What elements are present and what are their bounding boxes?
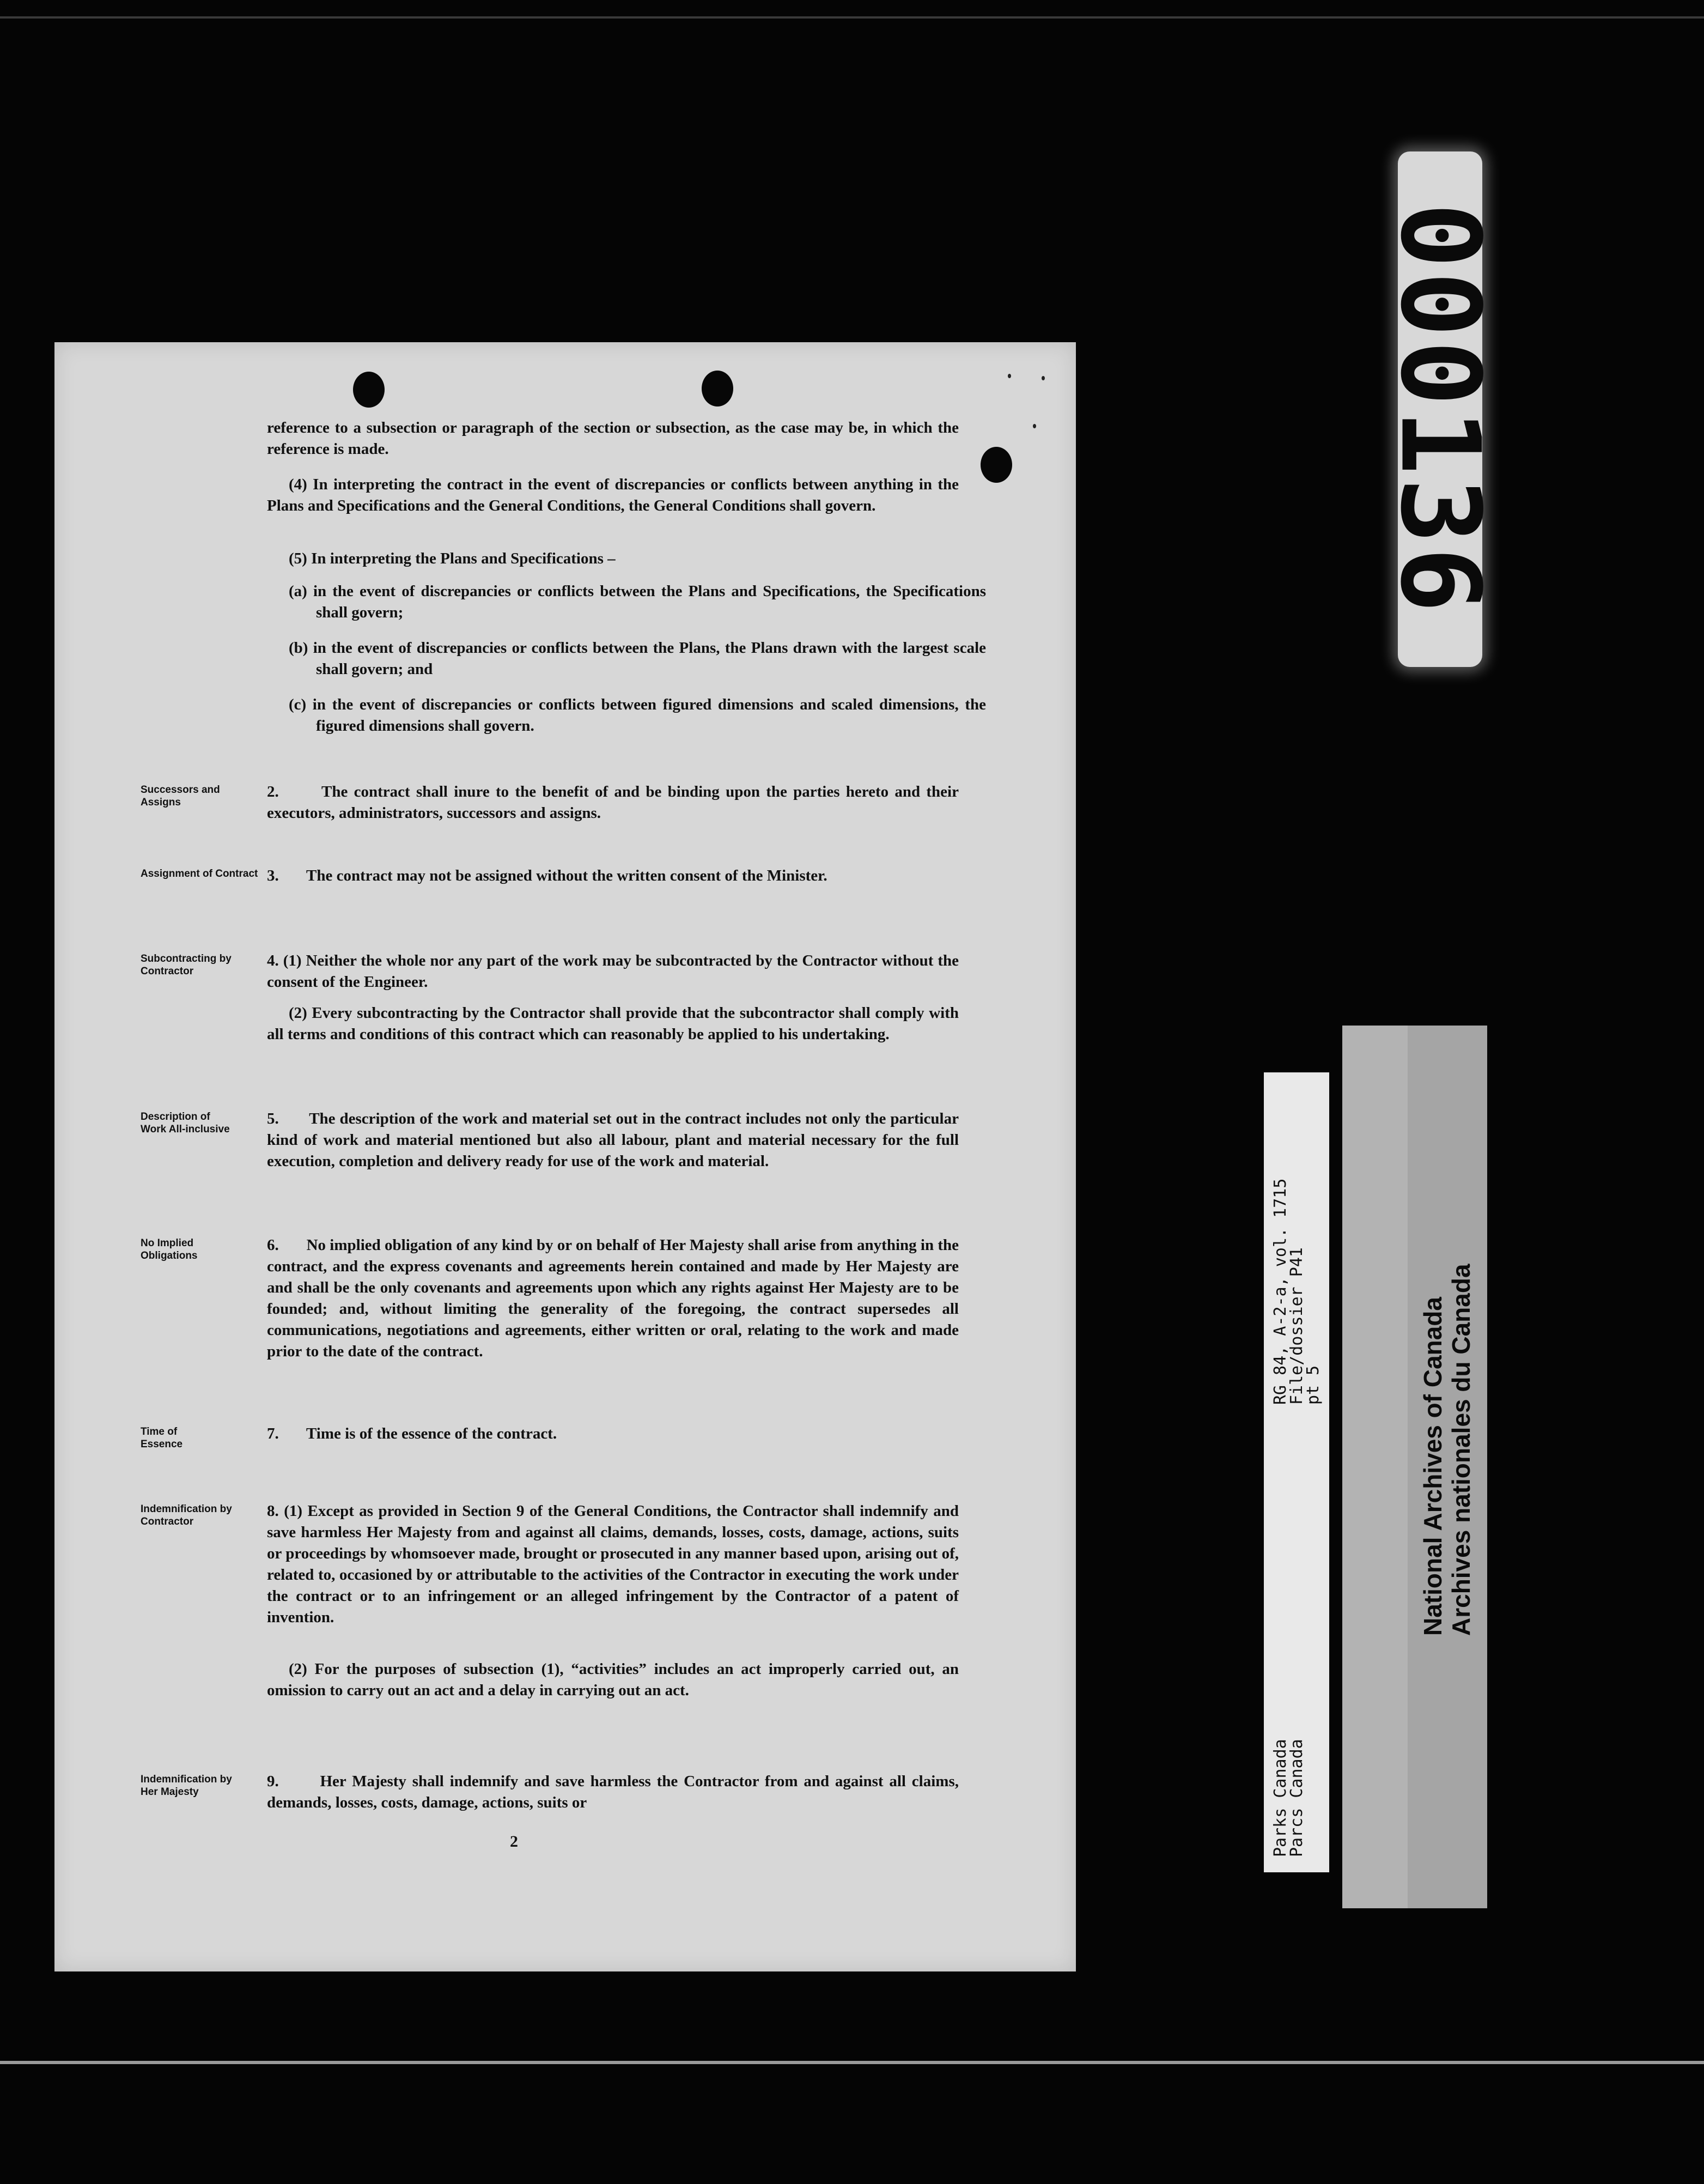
reference-card	[1264, 1072, 1329, 1872]
margin-note-no-implied: No Implied Obligations	[141, 1237, 198, 1261]
paragraph-continuation: reference to a subsection or paragraph of the section or subsection, as the case may be, in which the reference is made.	[267, 419, 959, 458]
archives-strip-highlight	[1342, 1026, 1408, 1908]
archives-label-text: National Archives of Canada Archives nationales du Canada	[1419, 1264, 1475, 1636]
section-9: 9. Her Majesty shall indemnify and save harmless the Contractor from and against all claims, demands, losses, costs, damage, actions, suits or	[267, 1773, 963, 1811]
margin-note-indemnification-majesty: Indemnification by Her Majesty	[141, 1774, 232, 1798]
punch-hole	[702, 371, 733, 407]
margin-note-assignment: Assignment of Contract	[141, 868, 258, 879]
speck	[1033, 424, 1036, 428]
margin-note-indemnification-contractor: Indemnification by Contractor	[141, 1503, 232, 1527]
film-edge-top	[0, 16, 1704, 19]
speck	[1008, 374, 1011, 378]
reference-agency-text: Parks Canada Parcs Canada	[1271, 1739, 1306, 1857]
punch-hole	[981, 447, 1012, 483]
section-5: 5. The description of the work and material set out in the contract includes not only the particular kind of work and material mentioned but also all labour, plant and material necessary for the full execution, completion and delivery ready for use of the work and material.	[267, 1110, 963, 1170]
margin-note-successors: Successors and Assigns	[141, 784, 220, 808]
paragraph-1-5: (5) In interpreting the Plans and Specifications –	[289, 550, 616, 567]
section-3: 3. The contract may not be assigned without the written consent of the Minister.	[267, 867, 827, 884]
margin-note-description: Description of Work All-inclusive	[141, 1111, 230, 1135]
clause-b: (b) in the event of discrepancies or conflicts between the Plans, the Plans drawn with the largest scale shall govern; and	[289, 639, 986, 678]
document-page	[54, 342, 1076, 1971]
section-8-1: 8. (1) Except as provided in Section 9 of the General Conditions, the Contractor shall indemnify and save harmless Her Majesty from and against all claims, demands, losses, costs, damage, actions, suits or proceedings by whomsoever made, brought or prosecuted in any manner based upon, arising out of, related to, occasioned by or attributable to the activities of the Contractor in executing the work under the contract or to an infringement or an alleged infringement by the Contractor of a patent of invention.	[267, 1502, 959, 1626]
section-6: 6. No implied obligation of any kind by or on behalf of Her Majesty shall arise from anything in the contract, and the express covenants and agreements herein contained and made by Her Majesty are and shall be the only covenants and agreements upon which any rights against Her Majesty are to be founded; and, without limiting the generality of the foregoing, the contract supersedes all communications, negotiations and agreements, either written or oral, relating to the work and made prior to the date of the contract.	[267, 1236, 963, 1360]
archives-label-strip	[1342, 1026, 1487, 1908]
section-4-2: (2) Every subcontracting by the Contractor shall provide that the subcontractor shall comply with all terms and conditions of this contract which can reasonably be applied to his undertaking.	[267, 1004, 959, 1043]
margin-note-time: Time of Essence	[141, 1426, 183, 1450]
punch-hole	[353, 372, 385, 408]
section-4-1: 4. (1) Neither the whole nor any part of the work may be subcontracted by the Contractor without the consent of the Engineer.	[267, 952, 959, 991]
section-2: 2. The contract shall inure to the benefit of and be binding upon the parties hereto and their executors, administrators, successors and assigns.	[267, 783, 963, 822]
paragraph-1-4: (4) In interpreting the contract in the event of discrepancies or conflicts between anything in the Plans and Specifications and the General Conditions, the General Conditions shall govern.	[267, 476, 959, 514]
reference-rg-text: RG 84, A-2-a, vol. 1715 File/dossier P41 pt 5	[1271, 1178, 1323, 1405]
clause-c: (c) in the event of discrepancies or conflicts between figured dimensions and scaled dimensions, the figured dimensions shall govern.	[289, 696, 986, 735]
clause-a: (a) in the event of discrepancies or conflicts between the Plans and Specifications, the Specifications shall govern;	[289, 583, 986, 621]
section-8-2: (2) For the purposes of subsection (1), “activities” includes an act improperly carried out, an omission to carry out an act and a delay in carrying out an act.	[267, 1660, 959, 1699]
speck	[1042, 376, 1045, 380]
film-edge-bottom	[0, 2061, 1704, 2064]
margin-note-subcontracting: Subcontracting by Contractor	[141, 953, 232, 977]
frame-number: 000136	[1376, 202, 1504, 616]
page-number: 2	[510, 1833, 518, 1851]
section-7: 7. Time is of the essence of the contract.	[267, 1425, 557, 1442]
frame-number-strip	[1376, 151, 1504, 667]
